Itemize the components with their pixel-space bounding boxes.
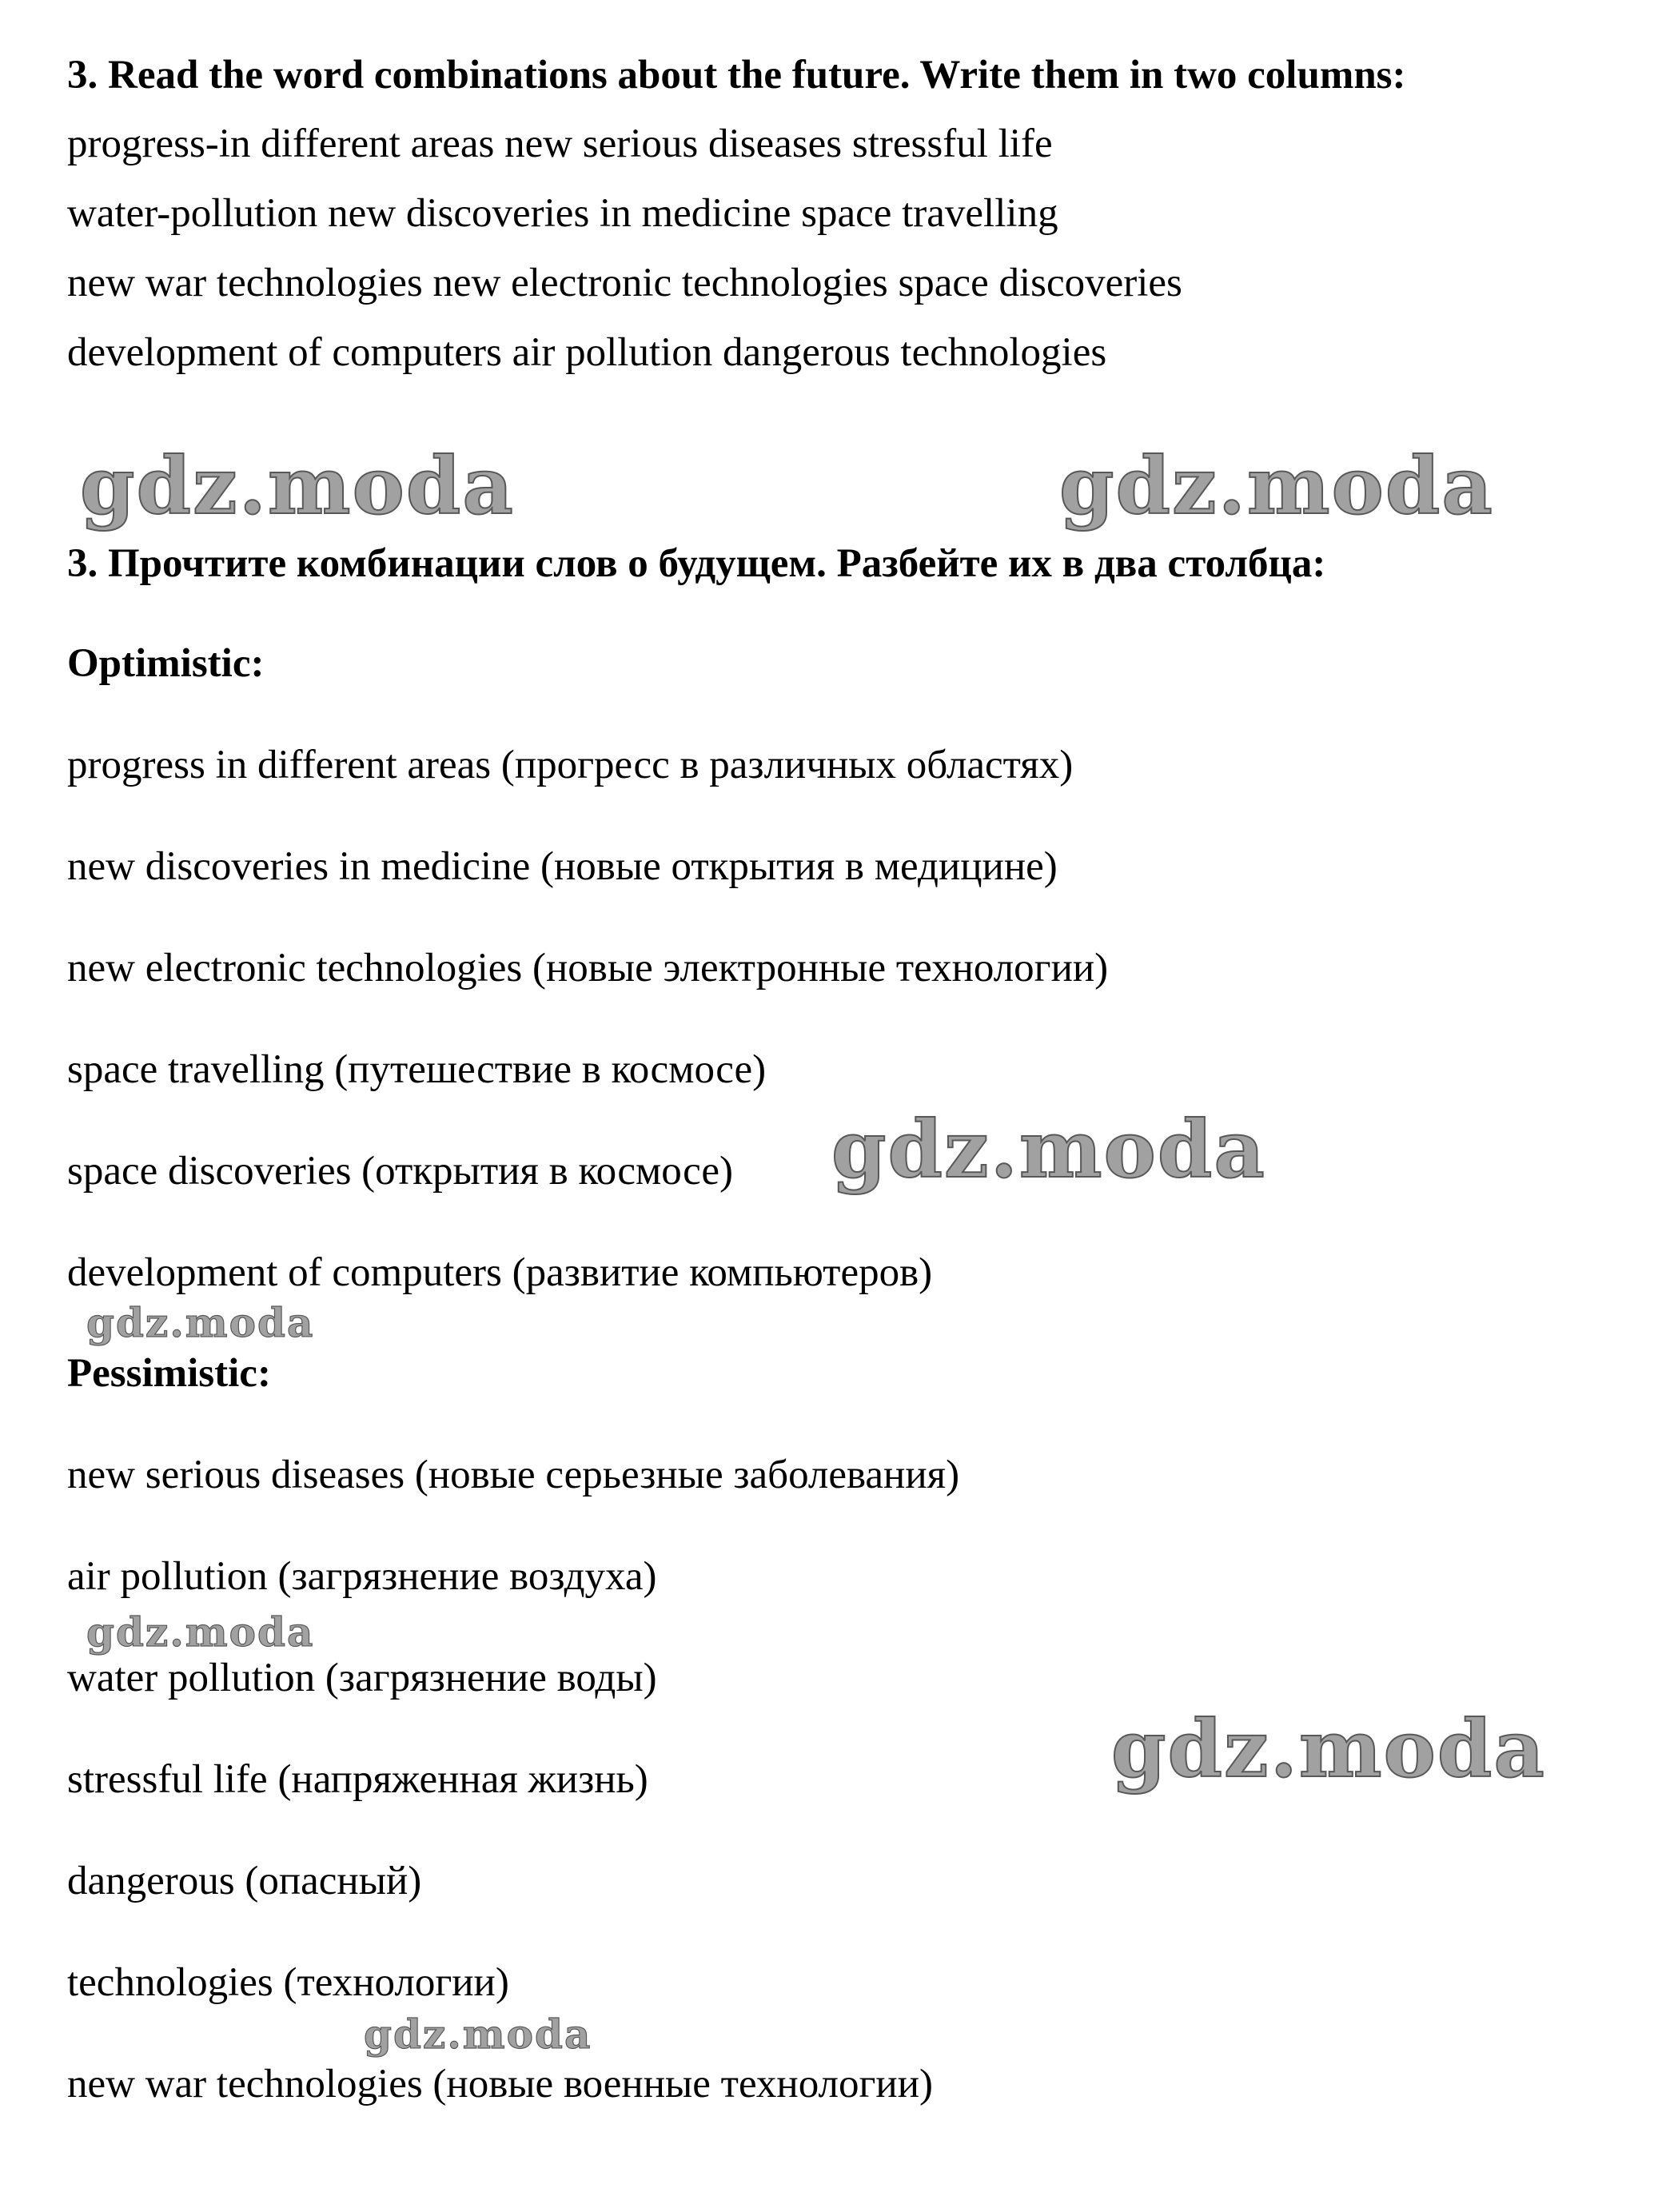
- pessimistic-item: technologies (технологии): [67, 1960, 509, 2005]
- optimistic-item: new electronic technologies (новые электронные технологии): [67, 946, 1109, 990]
- optimistic-item: new discoveries in medicine (новые открытия в медицине): [67, 844, 1058, 889]
- watermark: gdz.moda: [86, 1608, 315, 1656]
- task-heading-en: 3. Read the word combinations about the future. Write them in two columns:: [67, 53, 1406, 98]
- pessimistic-item: stressful life (напряженная жизнь): [67, 1757, 648, 1802]
- watermark: gdz.moda: [831, 1104, 1266, 1196]
- pessimistic-title: Pessimistic:: [67, 1351, 271, 1396]
- watermark: gdz.moda: [80, 440, 515, 532]
- pessimistic-item: new serious diseases (новые серьезные заболевания): [67, 1453, 960, 1497]
- optimistic-item: space travelling (путешествие в космосе): [67, 1047, 767, 1092]
- watermark: gdz.moda: [1111, 1704, 1546, 1796]
- watermark: gdz.moda: [364, 2011, 592, 2058]
- pessimistic-item: dangerous (опасный): [67, 1859, 422, 1903]
- optimistic-item: progress in different areas (прогресс в различных областях): [67, 743, 1074, 787]
- optimistic-item: development of computers (развитие компьютеров): [67, 1250, 933, 1295]
- pessimistic-item: air pollution (загрязнение воздуха): [67, 1554, 657, 1599]
- task-line: new war technologies new electronic technologies space discoveries: [67, 261, 1182, 305]
- pessimistic-item: water pollution (загрязнение воды): [67, 1656, 657, 1700]
- pessimistic-item: new war technologies (новые военные технологии): [67, 2062, 933, 2106]
- watermark: gdz.moda: [86, 1299, 315, 1346]
- task-line: development of computers air pollution dangerous technologies: [67, 330, 1107, 375]
- task-heading-ru: 3. Прочтите комбинации слов о будущем. Разбейте их в два столбца:: [67, 541, 1326, 586]
- task-line: water-pollution new discoveries in medicine space travelling: [67, 191, 1058, 236]
- watermark: gdz.moda: [1059, 440, 1494, 532]
- optimistic-item: space discoveries (открытия в космосе): [67, 1149, 733, 1194]
- optimistic-title: Optimistic:: [67, 641, 265, 686]
- task-line: progress-in different areas new serious diseases stressful life: [67, 122, 1053, 166]
